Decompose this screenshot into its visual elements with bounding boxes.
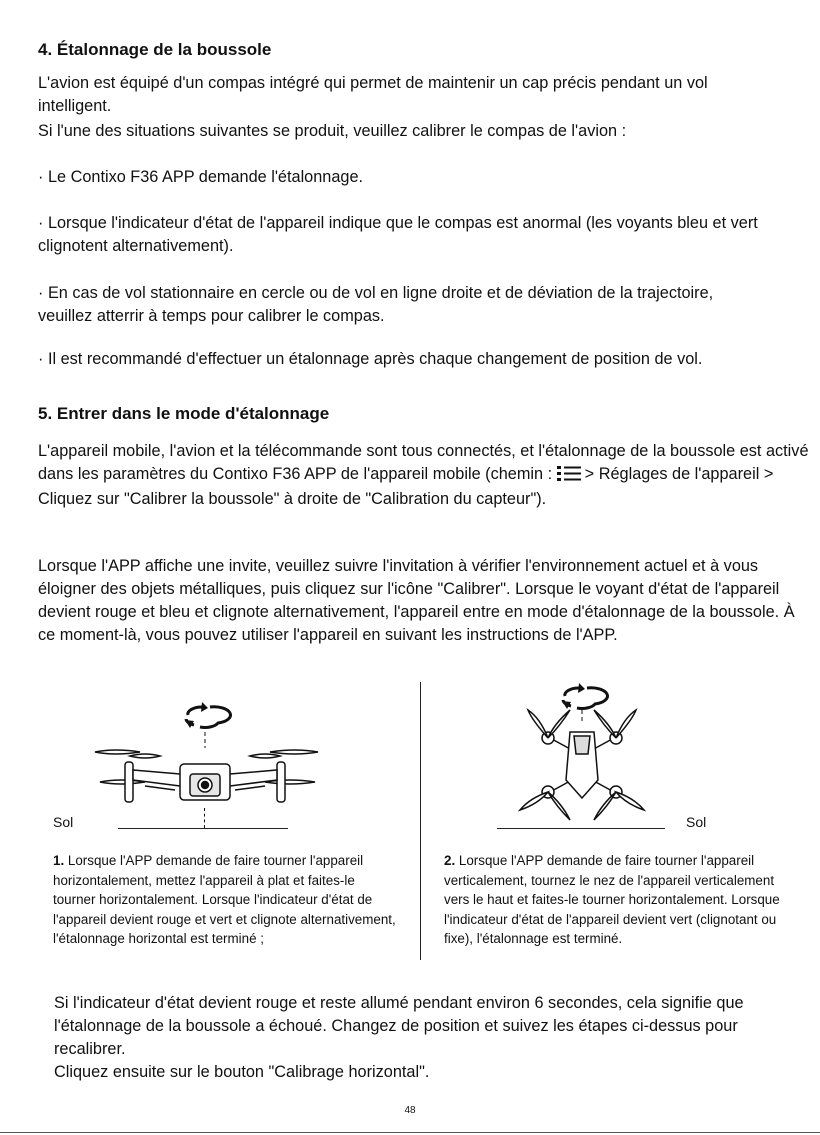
section5-instructions: Lorsque l'APP affiche une invite, veuillez suivre l'invitation à vérifier l'environnement actuel et à vous éloigner des objets métalliques, puis cliquez sur l'icône "Calibrer". Lorsque le voyant d'état de l'appareil devient rouge et bleu et clignote alternativement, l'appareil entre en mode d'étalonnage de la boussole. À ce moment-là, vous pouvez utiliser l'appareil en suivant les instructions de l'APP. — [38, 557, 795, 644]
path-text-after: > Réglages de l'appareil > Cliquez sur "Calibrer la boussole" à droite de "Calibration du capteur"). — [38, 465, 774, 508]
ground-label-right: Sol — [686, 814, 707, 830]
ground-line-left — [118, 828, 288, 829]
caption-horizontal — [53, 851, 398, 949]
failure-note-action: Cliquez ensuite sur le bouton "Calibrage horizontal". — [54, 1063, 430, 1081]
caption-horizontal-text: Lorsque l'APP demande de faire tourner l'appareil horizontalement, mettez l'appareil à plat et faites-le tourner horizontalement. Lorsque l'indicateur d'état de l'appareil devient rouge et vert et clignote alternativement, l'étalonnage horizontal est terminé ; — [53, 853, 396, 946]
ground-label-left: Sol — [53, 814, 74, 830]
section5-heading: 5. Entrer dans le mode d'étalonnage — [38, 404, 330, 423]
drone-vertical-illustration — [510, 680, 660, 830]
caption-vertical-text: Lorsque l'APP demande de faire tourner l'appareil verticalement, tournez le nez de l'appareil verticalement vers le haut et faites-le tourner horizontalement. Lorsque l'indicateur d'état de l'appareil devient vert (clignotant ou fixe), l'étalonnage est terminé. — [444, 853, 780, 946]
page-number: 48 — [404, 1105, 416, 1116]
bullet-hover-deviation: · En cas de vol stationnaire en cercle ou de vol en ligne droite et de déviation de la trajectoire, veuillez atterrir à temps pour calibrer le compas. — [38, 284, 714, 325]
section5-path-paragraph — [38, 440, 814, 511]
caption-vertical — [444, 851, 794, 949]
section4-intro: L'avion est équipé d'un compas intégré qui permet de maintenir un cap précis pendant un vol intelligent. — [38, 74, 708, 115]
menu-list-icon — [557, 465, 581, 488]
drone-horizontal-illustration — [90, 690, 330, 820]
ground-line-right — [497, 828, 665, 829]
step-number-1: 1. — [53, 853, 65, 868]
section4-heading: 4. Étalonnage de la boussole — [38, 40, 272, 59]
step-number-2: 2. — [444, 853, 456, 868]
path-text-before: L'appareil mobile, l'avion et la télécommande sont tous connectés, et l'étalonnage de la boussole est activé dans les paramètres du Contixo F36 APP de l'appareil mobile (chemin : — [38, 442, 809, 483]
bullet-compass-abnormal: · Lorsque l'indicateur d'état de l'appareil indique que le compas est anormal (les voyants bleu et vert clignotent alternativement). — [38, 214, 758, 255]
failure-note: Si l'indicateur d'état devient rouge et reste allumé pendant environ 6 secondes, cela signifie que l'étalonnage de la boussole a échoué. Changez de position et suivez les étapes ci-dessus pour recalibrer. — [54, 994, 744, 1058]
bottom-rule — [0, 1132, 820, 1133]
bullet-app-request: · Le Contixo F36 APP demande l'étalonnage. — [38, 168, 364, 186]
figure-divider — [420, 682, 421, 960]
axis-line-left — [204, 808, 206, 828]
bullet-recommend-calibration: · Il est recommandé d'effectuer un étalonnage après chaque changement de position de vol. — [38, 350, 703, 368]
rotate-arrow-icon — [186, 707, 230, 728]
section4-intro-2: Si l'une des situations suivantes se produit, veuillez calibrer le compas de l'avion : — [38, 122, 627, 140]
